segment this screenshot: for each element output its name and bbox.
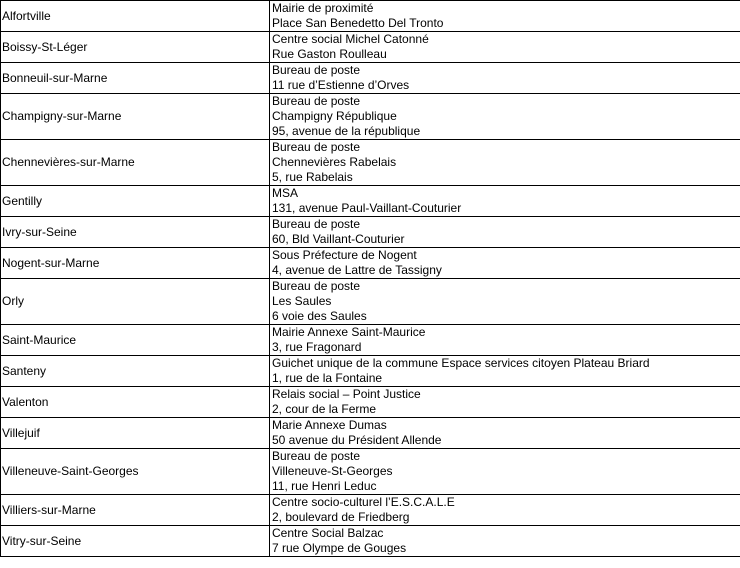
table-row (1, 387, 740, 418)
location-line: Champigny République (272, 109, 397, 123)
city-cell: Gentilly (1, 186, 270, 217)
city-cell: Valenton (1, 387, 270, 418)
location-line: Place San Benedetto Del Tronto (272, 16, 444, 30)
table-row (1, 418, 740, 449)
location-line: Centre social Michel Catonné (272, 32, 429, 46)
city-cell: Saint-Maurice (1, 325, 270, 356)
table-row (1, 217, 740, 248)
table-row (1, 140, 740, 186)
location-line: 60, Bld Vaillant-Couturier (272, 232, 405, 246)
location-line: Mairie Annexe Saint-Maurice (272, 325, 426, 339)
location-cell (270, 387, 740, 418)
location-line: Marie Annexe Dumas (272, 418, 387, 432)
city-cell: Orly (1, 279, 270, 325)
table-row (1, 356, 740, 387)
location-line: 6 voie des Saules (272, 309, 367, 323)
location-line: 11, rue Henri Leduc (272, 479, 377, 493)
city-cell: Champigny-sur-Marne (1, 94, 270, 140)
location-line: 5, rue Rabelais (272, 170, 353, 184)
location-cell (270, 32, 740, 63)
table-row (1, 186, 740, 217)
table-row (1, 1, 740, 32)
location-line: Bureau de poste (272, 217, 361, 231)
location-line: 2, cour de la Ferme (272, 402, 377, 416)
table-row (1, 248, 740, 279)
location-line: Rue Gaston Roulleau (272, 47, 387, 61)
location-line: Guichet unique de la commune Espace services citoyen Plateau Briard (272, 356, 650, 370)
location-cell (270, 325, 740, 356)
location-line: Bureau de poste (272, 279, 361, 293)
location-cell (270, 217, 740, 248)
location-cell (270, 1, 740, 32)
city-cell: Bonneuil-sur-Marne (1, 63, 270, 94)
city-cell: Nogent-sur-Marne (1, 248, 270, 279)
table-row (1, 325, 740, 356)
location-line: Centre socio-culturel l’E.S.C.A.L.E (272, 495, 455, 509)
location-line: Bureau de poste (272, 449, 361, 463)
location-line: Bureau de poste (272, 63, 361, 77)
location-line: 131, avenue Paul-Vaillant-Couturier (272, 201, 462, 215)
table-row (1, 94, 740, 140)
table-row (1, 495, 740, 526)
location-cell (270, 140, 740, 186)
location-cell (270, 418, 740, 449)
location-line: Sous Préfecture de Nogent (272, 248, 417, 262)
location-line: 11 rue d’Estienne d’Orves (272, 78, 410, 92)
location-cell (270, 94, 740, 140)
table-row (1, 279, 740, 325)
location-cell (270, 495, 740, 526)
location-line: MSA (272, 186, 299, 200)
location-line: Relais social – Point Justice (272, 387, 421, 401)
location-line: 4, avenue de Lattre de Tassigny (272, 263, 442, 277)
locations-table-body (1, 1, 740, 557)
location-line: 1, rue de la Fontaine (272, 371, 383, 385)
location-cell (270, 356, 740, 387)
table-row (1, 32, 740, 63)
location-cell (270, 449, 740, 495)
location-cell (270, 248, 740, 279)
location-line: Bureau de poste (272, 94, 361, 108)
location-line: Chennevières Rabelais (272, 155, 397, 169)
location-cell (270, 279, 740, 325)
location-line: 2, boulevard de Friedberg (272, 510, 410, 524)
location-line: Villeneuve-St-Georges (272, 464, 393, 478)
city-cell: Ivry-sur-Seine (1, 217, 270, 248)
table-row (1, 449, 740, 495)
location-line: Mairie de proximité (272, 1, 374, 15)
location-line: 7 rue Olympe de Gouges (272, 541, 407, 555)
table-row (1, 63, 740, 94)
city-cell: Boissy-St-Léger (1, 32, 270, 63)
city-cell: Villejuif (1, 418, 270, 449)
city-cell: Vitry-sur-Seine (1, 526, 270, 557)
location-line: 95, avenue de la république (272, 124, 421, 138)
location-cell (270, 526, 740, 557)
location-line: Bureau de poste (272, 140, 361, 154)
location-cell (270, 63, 740, 94)
city-cell: Chennevières-sur-Marne (1, 140, 270, 186)
city-cell: Alfortville (1, 1, 270, 32)
location-line: Centre Social Balzac (272, 526, 384, 540)
city-cell: Santeny (1, 356, 270, 387)
location-line: 50 avenue du Président Allende (272, 433, 442, 447)
location-line: Les Saules (272, 294, 332, 308)
table-row (1, 526, 740, 557)
city-cell: Villeneuve-Saint-Georges (1, 449, 270, 495)
location-cell (270, 186, 740, 217)
location-line: 3, rue Fragonard (272, 340, 362, 354)
city-cell: Villiers-sur-Marne (1, 495, 270, 526)
